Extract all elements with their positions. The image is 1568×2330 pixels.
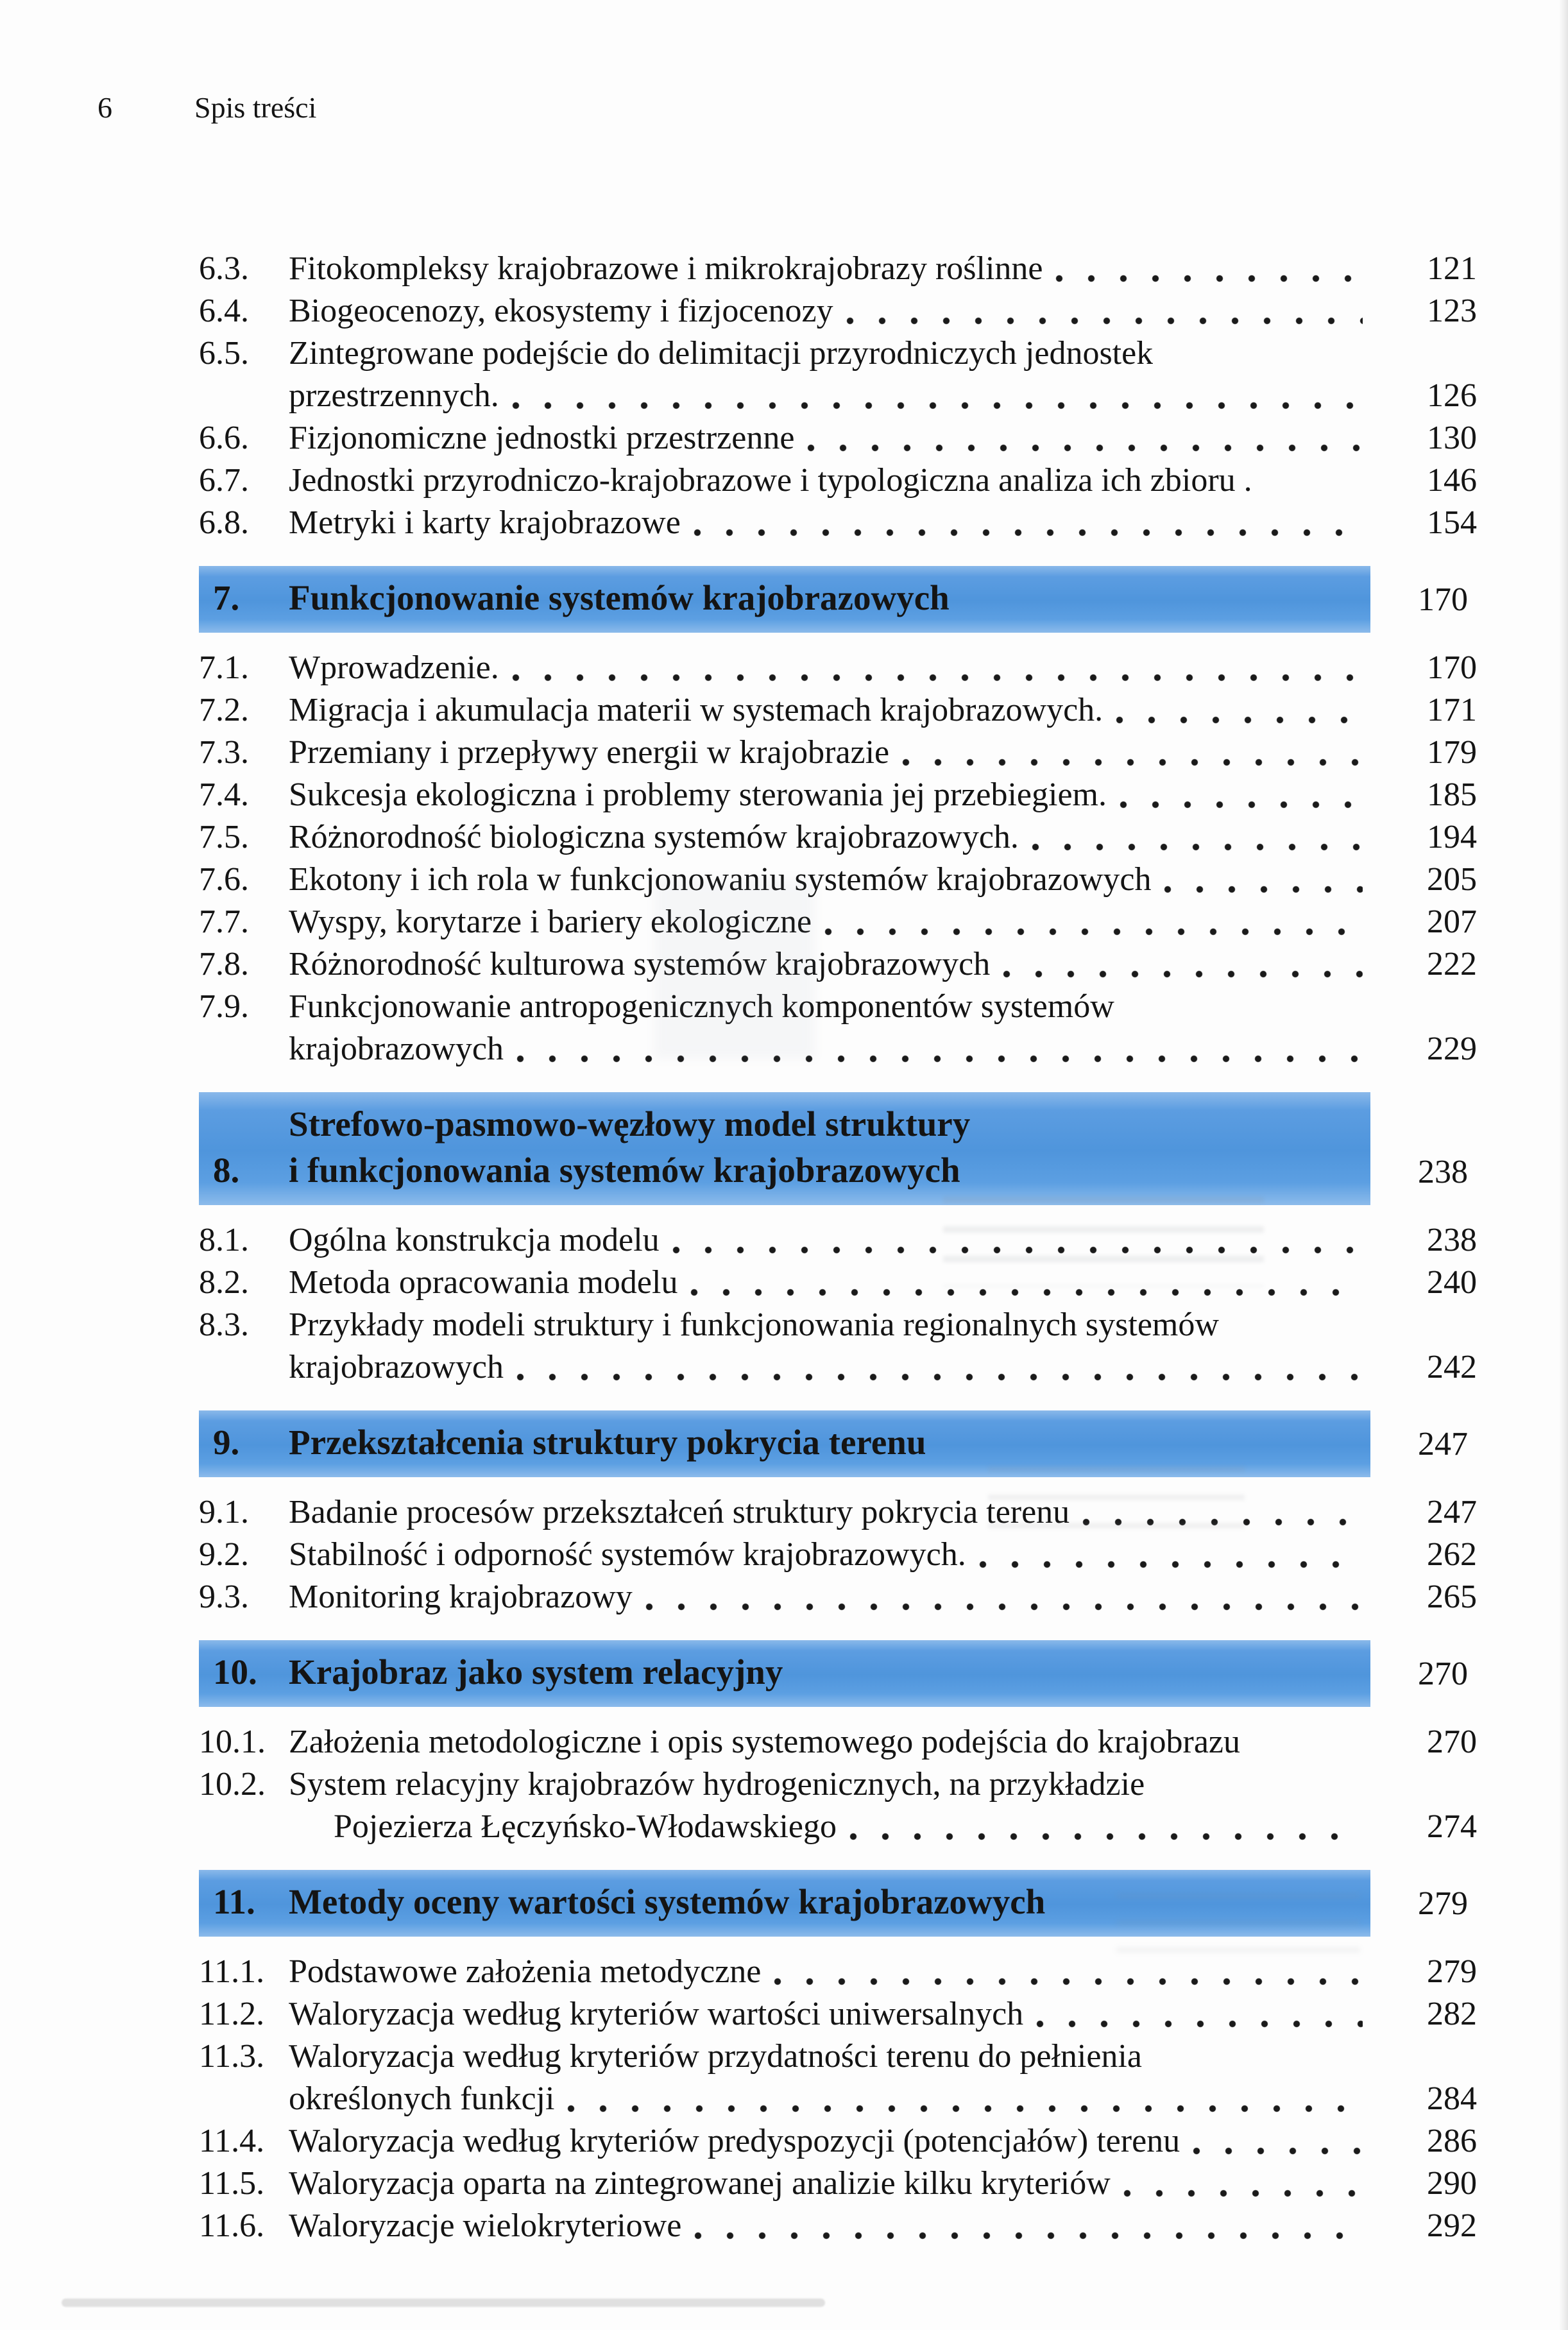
entry-title: Przykłady modeli struktury i funkcjonowania regionalnych systemów [289, 1306, 1219, 1343]
section-title [289, 1419, 926, 1466]
leader-gap [1265, 484, 1363, 496]
dot-leader [694, 527, 1363, 538]
dot-leader [1036, 2018, 1363, 2030]
section-title-line: Przekształcenia struktury pokrycia terenu [289, 1423, 926, 1462]
toc-entry-row [199, 816, 1477, 859]
toc-entry-row [199, 2163, 1477, 2205]
entry-page-number: 171 [1427, 692, 1477, 728]
entry-title: Ekotony i ich rola w funkcjonowaniu systemów krajobrazowych [289, 861, 1152, 898]
toc-entry-row [199, 774, 1477, 816]
dot-leader [1082, 1516, 1363, 1528]
toc-entry-row [199, 248, 1477, 290]
entry-page-number: 126 [1427, 377, 1477, 414]
dot-leader [1055, 273, 1363, 284]
entry-title: Waloryzacja według kryteriów wartości uniwersalnych [289, 1996, 1024, 2032]
dot-leader [512, 672, 1363, 683]
dot-leader [1003, 968, 1363, 980]
entry-page-number: 279 [1427, 1953, 1477, 1990]
toc-entry-row [199, 2120, 1477, 2163]
dot-leader [1120, 799, 1363, 810]
toc-list [199, 248, 1477, 2247]
dot-leader [979, 1559, 1363, 1570]
toc-entry-row [199, 2078, 1477, 2120]
dot-leader [774, 1976, 1363, 1987]
entry-page-number: 284 [1427, 2080, 1477, 2117]
entry-number: 6.6. [199, 420, 249, 456]
entry-number: 6.5. [199, 335, 249, 372]
entry-title: Monitoring krajobrazowy [289, 1579, 633, 1615]
entry-page-number: 290 [1427, 2165, 1477, 2202]
section-title [289, 1649, 783, 1695]
entry-title: Pojezierza Łęczyńsko-Włodawskiego [334, 1808, 837, 1845]
entry-title: Migracja i akumulacja materii w systemach krajobrazowych. [289, 692, 1104, 728]
toc-entry-row [199, 859, 1477, 901]
entry-number: 6.4. [199, 293, 249, 329]
toc-entry-row [199, 1763, 1477, 1806]
entry-number: 11.1. [199, 1953, 265, 1990]
section-page-number: 170 [1418, 581, 1468, 618]
page-number-folio: 6 [98, 91, 112, 124]
toc-section-row [199, 1640, 1477, 1707]
entry-number: 9.1. [199, 1494, 249, 1530]
section-highlight-bar [199, 1870, 1370, 1937]
entry-page-number: 265 [1427, 1579, 1477, 1615]
entry-page-number: 123 [1427, 293, 1477, 329]
toc-entry-row [199, 1346, 1477, 1389]
section-number: 9. [213, 1423, 240, 1462]
entry-title: Fizjonomiczne jednostki przestrzenne [289, 420, 795, 456]
dot-leader [516, 1371, 1363, 1383]
entry-title: Metoda opracowania modelu [289, 1264, 678, 1301]
entry-page-number: 222 [1427, 946, 1477, 982]
entry-page-number: 121 [1427, 250, 1477, 287]
toc-entry-row [199, 2035, 1477, 2078]
entry-page-number: 238 [1427, 1222, 1477, 1258]
entry-title: Badanie procesów przekształceń struktury pokrycia terenu [289, 1494, 1070, 1530]
section-title-line: Strefowo-pasmowo-węzłowy model struktury [289, 1104, 971, 1144]
entry-number: 11.3. [199, 2038, 265, 2075]
entry-page-number: 146 [1427, 462, 1477, 499]
entry-page-number: 185 [1427, 776, 1477, 813]
dot-leader [824, 926, 1363, 938]
entry-number: 10.1. [199, 1724, 266, 1760]
entry-page-number: 179 [1427, 734, 1477, 771]
entry-page-number: 292 [1427, 2207, 1477, 2244]
section-title [289, 575, 950, 621]
entry-title: Różnorodność kulturowa systemów krajobrazowych [289, 946, 991, 982]
scan-streak [62, 2299, 825, 2307]
entry-page-number: 274 [1427, 1808, 1477, 1845]
section-number: 7. [213, 578, 240, 617]
entry-title: przestrzennych. [289, 377, 499, 414]
entry-title: Metryki i karty krajobrazowe [289, 504, 681, 541]
toc-entry-row [199, 417, 1477, 459]
entry-number: 7.1. [199, 649, 249, 686]
section-title-line: Funkcjonowanie systemów krajobrazowych [289, 578, 950, 617]
section-title-line: Metody oceny wartości systemów krajobrazowych [289, 1882, 1046, 1921]
toc-section-row [199, 1870, 1477, 1937]
entry-title: Przemiany i przepływy energii w krajobrazie [289, 734, 890, 771]
entry-title: Wyspy, korytarze i bariery ekologiczne [289, 904, 812, 940]
dot-leader [512, 400, 1363, 411]
section-title-line: Krajobraz jako system relacyjny [289, 1652, 783, 1692]
entry-title: Ogólna konstrukcja modelu [289, 1222, 660, 1258]
entry-number: 7.2. [199, 692, 249, 728]
section-number: 10. [213, 1652, 257, 1692]
entry-number: 7.9. [199, 988, 249, 1025]
dot-leader [1032, 841, 1363, 853]
section-highlight-bar [199, 1092, 1370, 1205]
toc-entry-row [199, 943, 1477, 986]
entry-page-number: 270 [1427, 1724, 1477, 1760]
toc-entry-row [199, 290, 1477, 332]
dot-leader [807, 442, 1363, 454]
entry-title: Jednostki przyrodniczo-krajobrazowe i typologiczna analiza ich zbioru . [289, 462, 1252, 499]
entry-title: Założenia metodologiczne i opis systemowego podejścia do krajobrazu [289, 1724, 1240, 1760]
scan-edge-shading [1559, 0, 1568, 2330]
entry-page-number: 282 [1427, 1996, 1477, 2032]
entry-number: 11.4. [199, 2123, 265, 2159]
dot-leader [1164, 884, 1363, 895]
entry-page-number: 240 [1427, 1264, 1477, 1301]
entry-page-number: 247 [1427, 1494, 1477, 1530]
entry-page-number: 229 [1427, 1031, 1477, 1067]
entry-number: 8.3. [199, 1306, 249, 1343]
dot-leader [1123, 2188, 1363, 2199]
entry-title: Podstawowe założenia metodyczne [289, 1953, 762, 1990]
entry-title: Funkcjonowanie antropogenicznych komponentów systemów [289, 988, 1114, 1025]
section-number: 8. [213, 1151, 240, 1190]
entry-title: Biogeocenozy, ekosystemy i fizjocenozy [289, 293, 833, 329]
header-title: Spis treści [194, 91, 317, 124]
section-page-number: 279 [1418, 1885, 1468, 1922]
entry-title: Fitokompleksy krajobrazowe i mikrokrajobrazy roślinne [289, 250, 1043, 287]
section-title [289, 1879, 1045, 1925]
toc-entry-row [199, 1534, 1477, 1576]
entry-title: Sukcesja ekologiczna i problemy sterowania jej przebiegiem. [289, 776, 1107, 813]
toc-entry-row [199, 1951, 1477, 1993]
entry-number: 7.5. [199, 819, 249, 855]
toc-entry-row [199, 1721, 1477, 1763]
toc-entry-row [199, 901, 1477, 943]
section-title-line: i funkcjonowania systemów krajobrazowych [289, 1151, 960, 1190]
toc-section-row [199, 1410, 1477, 1477]
section-number: 11. [213, 1882, 255, 1921]
toc-entry-row [199, 986, 1477, 1028]
dot-leader [672, 1244, 1363, 1256]
entry-number: 8.2. [199, 1264, 249, 1301]
toc-entry-row [199, 2205, 1477, 2247]
toc-entry-row [199, 1304, 1477, 1346]
section-page-number: 270 [1418, 1656, 1468, 1692]
entry-number: 7.8. [199, 946, 249, 982]
toc-entry-row [199, 1262, 1477, 1304]
entry-title: krajobrazowych [289, 1031, 504, 1067]
dot-leader [567, 2103, 1363, 2114]
running-head [0, 89, 1568, 127]
entry-number: 11.6. [199, 2207, 265, 2244]
entry-page-number: 207 [1427, 904, 1477, 940]
toc-entry-row [199, 1028, 1477, 1070]
entry-number: 10.2. [199, 1766, 266, 1803]
entry-number: 6.7. [199, 462, 249, 499]
toc-entry-row [199, 732, 1477, 774]
dot-leader [690, 1287, 1363, 1298]
toc-entry-row [199, 1576, 1477, 1618]
section-highlight-bar [199, 1640, 1370, 1707]
entry-page-number: 194 [1427, 819, 1477, 855]
entry-number: 7.6. [199, 861, 249, 898]
entry-title: Stabilność i odporność systemów krajobrazowych. [289, 1536, 966, 1573]
section-highlight-bar [199, 566, 1370, 633]
entry-page-number: 242 [1427, 1349, 1477, 1385]
toc-section-row [199, 566, 1477, 633]
entry-page-number: 286 [1427, 2123, 1477, 2159]
dot-leader [645, 1601, 1363, 1613]
entry-number: 9.2. [199, 1536, 249, 1573]
dot-leader [1116, 714, 1363, 726]
entry-page-number: 154 [1427, 504, 1477, 541]
entry-number: 8.1. [199, 1222, 249, 1258]
entry-number: 7.3. [199, 734, 249, 771]
toc-entry-row [199, 459, 1477, 502]
entry-title: Wprowadzenie. [289, 649, 499, 686]
entry-page-number: 205 [1427, 861, 1477, 898]
entry-title: Waloryzacja według kryteriów przydatności terenu do pełnienia [289, 2038, 1142, 2075]
entry-title: Waloryzacje wielokryteriowe [289, 2207, 682, 2244]
dot-leader [1193, 2145, 1363, 2157]
toc-entry-row [199, 1993, 1477, 2035]
entry-number: 9.3. [199, 1579, 249, 1615]
entry-number: 11.5. [199, 2165, 265, 2202]
toc-entry-row [199, 1491, 1477, 1534]
toc-entry-row [199, 1806, 1477, 1848]
dot-leader [516, 1053, 1363, 1065]
entry-title: System relacyjny krajobrazów hydrogenicznych, na przykładzie [289, 1766, 1145, 1803]
toc-entry-row [199, 332, 1477, 375]
leader-gap [1253, 1746, 1363, 1758]
entry-number: 6.8. [199, 504, 249, 541]
entry-title: określonych funkcji [289, 2080, 555, 2117]
section-title [289, 1101, 970, 1194]
toc-entry-row [199, 502, 1477, 544]
dot-leader [902, 757, 1363, 768]
entry-page-number: 262 [1427, 1536, 1477, 1573]
dot-leader [849, 1831, 1363, 1842]
entry-page-number: 170 [1427, 649, 1477, 686]
entry-title: krajobrazowych [289, 1349, 504, 1385]
entry-title: Waloryzacja według kryteriów predyspozycji (potencjałów) terenu [289, 2123, 1180, 2159]
entry-title: Waloryzacja oparta na zintegrowanej analizie kilku kryteriów [289, 2165, 1111, 2202]
section-page-number: 247 [1418, 1426, 1468, 1462]
toc-entry-row [199, 689, 1477, 732]
section-page-number: 238 [1418, 1154, 1468, 1190]
entry-number: 11.2. [199, 1996, 265, 2032]
dot-leader [694, 2230, 1363, 2241]
entry-title: Zintegrowane podejście do delimitacji przyrodniczych jednostek [289, 335, 1154, 372]
entry-number: 7.4. [199, 776, 249, 813]
dot-leader [846, 315, 1363, 327]
section-highlight-bar [199, 1410, 1370, 1477]
entry-title: Różnorodność biologiczna systemów krajobrazowych. [289, 819, 1019, 855]
toc-entry-row [199, 375, 1477, 417]
toc-entry-row [199, 647, 1477, 689]
entry-number: 6.3. [199, 250, 249, 287]
toc-entry-row [199, 1219, 1477, 1262]
entry-page-number: 130 [1427, 420, 1477, 456]
entry-number: 7.7. [199, 904, 249, 940]
toc-section-row [199, 1092, 1477, 1205]
